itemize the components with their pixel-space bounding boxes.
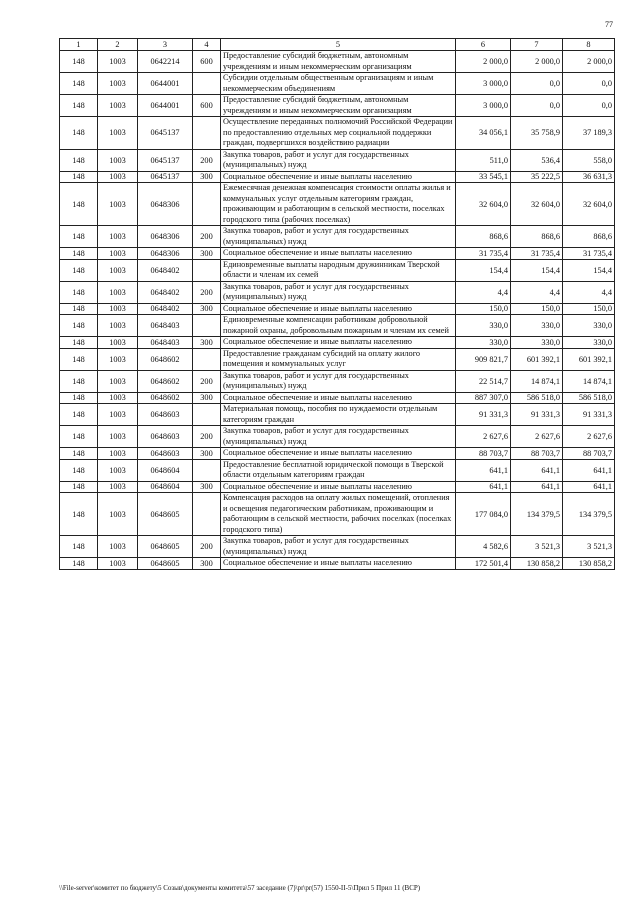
amount-year3-cell: 130 858,2 (563, 558, 615, 570)
amount-year1-cell: 31 735,4 (456, 248, 511, 260)
description-cell: Закупка товаров, работ и услуг для государственных (муниципальных) нужд (221, 426, 456, 448)
description-cell: Закупка товаров, работ и услуг для государственных (муниципальных) нужд (221, 281, 456, 303)
target-article-cell: 0648403 (138, 337, 193, 349)
budget-table (59, 38, 615, 570)
amount-year3-cell: 641,1 (563, 481, 615, 493)
amount-year3-cell: 0,0 (563, 73, 615, 95)
table-row (60, 117, 615, 150)
target-article-cell: 0645137 (138, 149, 193, 171)
amount-year2-cell: 91 331,3 (511, 404, 563, 426)
amount-year3-cell: 586 518,0 (563, 392, 615, 404)
expense-type-cell: 200 (193, 149, 221, 171)
section-code-cell: 1003 (98, 171, 138, 183)
table-row (60, 481, 615, 493)
amount-year2-cell: 868,6 (511, 226, 563, 248)
target-article-cell: 0648306 (138, 248, 193, 260)
target-article-cell: 0644001 (138, 73, 193, 95)
amount-year3-cell: 88 703,7 (563, 448, 615, 460)
description-cell: Предоставление субсидий бюджетным, автономным учреждениям и иным некоммерческим организациям (221, 95, 456, 117)
col-header-1: 1 (60, 39, 98, 51)
section-code-cell: 1003 (98, 459, 138, 481)
table-row (60, 370, 615, 392)
file-path-footer: \\File-server\комитет по бюджету\5 Созыв\документы комитета\57 заседание (7)\pr\pr(57) 1550-II-5\Прил 5 Прил 11 (ВСР) (59, 884, 421, 892)
target-article-cell: 0648306 (138, 226, 193, 248)
expense-type-cell (193, 117, 221, 150)
target-article-cell: 0648603 (138, 448, 193, 460)
admin-code-cell: 148 (60, 370, 98, 392)
admin-code-cell: 148 (60, 493, 98, 536)
expense-type-cell: 300 (193, 303, 221, 315)
table-row (60, 303, 615, 315)
description-cell: Материальная помощь, пособия по нуждаемости отдельным категориям граждан (221, 404, 456, 426)
admin-code-cell: 148 (60, 73, 98, 95)
table-row (60, 448, 615, 460)
admin-code-cell: 148 (60, 226, 98, 248)
section-code-cell: 1003 (98, 558, 138, 570)
expense-type-cell: 300 (193, 558, 221, 570)
amount-year2-cell: 31 735,4 (511, 248, 563, 260)
amount-year2-cell: 154,4 (511, 259, 563, 281)
description-cell: Закупка товаров, работ и услуг для государственных (муниципальных) нужд (221, 370, 456, 392)
section-code-cell: 1003 (98, 281, 138, 303)
description-cell: Предоставление гражданам субсидий на оплату жилого помещения и коммунальных услуг (221, 348, 456, 370)
amount-year1-cell: 887 307,0 (456, 392, 511, 404)
amount-year1-cell: 2 627,6 (456, 426, 511, 448)
amount-year2-cell: 35 222,5 (511, 171, 563, 183)
amount-year3-cell: 154,4 (563, 259, 615, 281)
description-cell: Социальное обеспечение и иные выплаты населению (221, 337, 456, 349)
target-article-cell: 0648403 (138, 315, 193, 337)
amount-year2-cell: 641,1 (511, 481, 563, 493)
section-code-cell: 1003 (98, 392, 138, 404)
col-header-8: 8 (563, 39, 615, 51)
col-header-3: 3 (138, 39, 193, 51)
table-row (60, 392, 615, 404)
amount-year2-cell: 601 392,1 (511, 348, 563, 370)
target-article-cell: 0648402 (138, 259, 193, 281)
table-row (60, 337, 615, 349)
amount-year3-cell: 32 604,0 (563, 183, 615, 226)
section-code-cell: 1003 (98, 51, 138, 73)
amount-year2-cell: 0,0 (511, 73, 563, 95)
amount-year1-cell: 32 604,0 (456, 183, 511, 226)
table-row (60, 426, 615, 448)
description-cell: Единовременные выплаты народным дружинникам Тверской области и членам их семей (221, 259, 456, 281)
admin-code-cell: 148 (60, 315, 98, 337)
expense-type-cell: 600 (193, 51, 221, 73)
admin-code-cell: 148 (60, 281, 98, 303)
amount-year1-cell: 4,4 (456, 281, 511, 303)
header-row (60, 39, 615, 51)
amount-year1-cell: 22 514,7 (456, 370, 511, 392)
section-code-cell: 1003 (98, 95, 138, 117)
amount-year3-cell: 641,1 (563, 459, 615, 481)
expense-type-cell: 300 (193, 171, 221, 183)
target-article-cell: 0645137 (138, 171, 193, 183)
expense-type-cell (193, 315, 221, 337)
admin-code-cell: 148 (60, 348, 98, 370)
expense-type-cell: 200 (193, 426, 221, 448)
target-article-cell: 0648602 (138, 370, 193, 392)
description-cell: Социальное обеспечение и иные выплаты населению (221, 171, 456, 183)
amount-year1-cell: 909 821,7 (456, 348, 511, 370)
amount-year3-cell: 3 521,3 (563, 536, 615, 558)
col-header-5: 5 (221, 39, 456, 51)
description-cell: Закупка товаров, работ и услуг для государственных (муниципальных) нужд (221, 149, 456, 171)
section-code-cell: 1003 (98, 370, 138, 392)
section-code-cell: 1003 (98, 117, 138, 150)
amount-year1-cell: 641,1 (456, 459, 511, 481)
target-article-cell: 0648402 (138, 303, 193, 315)
target-article-cell: 0648605 (138, 558, 193, 570)
amount-year3-cell: 134 379,5 (563, 493, 615, 536)
admin-code-cell: 148 (60, 248, 98, 260)
description-cell: Компенсация расходов на оплату жилых помещений, отопления и освещения педагогическим работникам, проживающим и работающим в сельской местности, рабочих поселках (поселках городского типа) (221, 493, 456, 536)
expense-type-cell (193, 183, 221, 226)
amount-year2-cell: 134 379,5 (511, 493, 563, 536)
amount-year3-cell: 31 735,4 (563, 248, 615, 260)
table-row (60, 315, 615, 337)
target-article-cell: 0648605 (138, 536, 193, 558)
expense-type-cell: 300 (193, 448, 221, 460)
target-article-cell: 0648604 (138, 481, 193, 493)
section-code-cell: 1003 (98, 73, 138, 95)
amount-year2-cell: 536,4 (511, 149, 563, 171)
expense-type-cell: 200 (193, 370, 221, 392)
section-code-cell: 1003 (98, 448, 138, 460)
admin-code-cell: 148 (60, 183, 98, 226)
target-article-cell: 0648603 (138, 404, 193, 426)
expense-type-cell: 200 (193, 226, 221, 248)
amount-year1-cell: 868,6 (456, 226, 511, 248)
target-article-cell: 0648402 (138, 281, 193, 303)
description-cell: Осуществление переданных полномочий Российской Федерации по предоставлению отдельных мер социальной поддержки граждан, подвергшихся воздействию радиации (221, 117, 456, 150)
amount-year3-cell: 14 874,1 (563, 370, 615, 392)
table-row (60, 183, 615, 226)
expense-type-cell (193, 493, 221, 536)
description-cell: Субсидии отдельным общественным организациям и иным некоммерческим объединениям (221, 73, 456, 95)
amount-year2-cell: 0,0 (511, 95, 563, 117)
table-row (60, 171, 615, 183)
amount-year3-cell: 2 000,0 (563, 51, 615, 73)
amount-year2-cell: 330,0 (511, 337, 563, 349)
admin-code-cell: 148 (60, 95, 98, 117)
amount-year2-cell: 586 518,0 (511, 392, 563, 404)
description-cell: Социальное обеспечение и иные выплаты населению (221, 481, 456, 493)
description-cell: Предоставление субсидий бюджетным, автономным учреждениям и иным некоммерческим организациям (221, 51, 456, 73)
section-code-cell: 1003 (98, 481, 138, 493)
description-cell: Социальное обеспечение и иные выплаты населению (221, 303, 456, 315)
amount-year1-cell: 330,0 (456, 337, 511, 349)
description-cell: Предоставление бесплатной юридической помощи в Тверской области отдельным категориям граждан (221, 459, 456, 481)
description-cell: Ежемесячная денежная компенсация стоимости оплаты жилья и коммунальных услуг отдельным категориям граждан, проживающим и работающим в сельской местности, поселках городского типа (рабочих поселках) (221, 183, 456, 226)
amount-year2-cell: 2 000,0 (511, 51, 563, 73)
admin-code-cell: 148 (60, 117, 98, 150)
admin-code-cell: 148 (60, 392, 98, 404)
table-row (60, 536, 615, 558)
amount-year2-cell: 130 858,2 (511, 558, 563, 570)
description-cell: Закупка товаров, работ и услуг для государственных (муниципальных) нужд (221, 226, 456, 248)
amount-year3-cell: 0,0 (563, 95, 615, 117)
admin-code-cell: 148 (60, 536, 98, 558)
amount-year1-cell: 4 582,6 (456, 536, 511, 558)
admin-code-cell: 148 (60, 459, 98, 481)
section-code-cell: 1003 (98, 337, 138, 349)
amount-year2-cell: 4,4 (511, 281, 563, 303)
amount-year3-cell: 4,4 (563, 281, 615, 303)
amount-year3-cell: 558,0 (563, 149, 615, 171)
section-code-cell: 1003 (98, 149, 138, 171)
expense-type-cell: 300 (193, 481, 221, 493)
table-row (60, 348, 615, 370)
col-header-4: 4 (193, 39, 221, 51)
amount-year3-cell: 330,0 (563, 337, 615, 349)
admin-code-cell: 148 (60, 51, 98, 73)
amount-year2-cell: 32 604,0 (511, 183, 563, 226)
expense-type-cell: 200 (193, 536, 221, 558)
section-code-cell: 1003 (98, 404, 138, 426)
expense-type-cell: 200 (193, 281, 221, 303)
amount-year3-cell: 330,0 (563, 315, 615, 337)
table-row (60, 493, 615, 536)
amount-year1-cell: 177 084,0 (456, 493, 511, 536)
admin-code-cell: 148 (60, 259, 98, 281)
table-row (60, 51, 615, 73)
description-cell: Социальное обеспечение и иные выплаты населению (221, 392, 456, 404)
table-row (60, 281, 615, 303)
target-article-cell: 0645137 (138, 117, 193, 150)
target-article-cell: 0642214 (138, 51, 193, 73)
amount-year1-cell: 172 501,4 (456, 558, 511, 570)
section-code-cell: 1003 (98, 426, 138, 448)
page-number: 77 (605, 20, 613, 29)
amount-year3-cell: 150,0 (563, 303, 615, 315)
amount-year2-cell: 35 758,9 (511, 117, 563, 150)
table-row (60, 259, 615, 281)
description-cell: Социальное обеспечение и иные выплаты населению (221, 248, 456, 260)
amount-year2-cell: 3 521,3 (511, 536, 563, 558)
amount-year2-cell: 641,1 (511, 459, 563, 481)
amount-year2-cell: 330,0 (511, 315, 563, 337)
expense-type-cell: 300 (193, 392, 221, 404)
table-row (60, 248, 615, 260)
description-cell: Единовременные компенсации работникам добровольной пожарной охраны, добровольным пожарным и членам их семей (221, 315, 456, 337)
expense-type-cell (193, 348, 221, 370)
section-code-cell: 1003 (98, 226, 138, 248)
admin-code-cell: 148 (60, 448, 98, 460)
expense-type-cell: 300 (193, 248, 221, 260)
col-header-2: 2 (98, 39, 138, 51)
section-code-cell: 1003 (98, 248, 138, 260)
amount-year1-cell: 150,0 (456, 303, 511, 315)
amount-year2-cell: 88 703,7 (511, 448, 563, 460)
amount-year1-cell: 34 056,1 (456, 117, 511, 150)
target-article-cell: 0648602 (138, 392, 193, 404)
amount-year1-cell: 154,4 (456, 259, 511, 281)
amount-year1-cell: 3 000,0 (456, 95, 511, 117)
table-row (60, 149, 615, 171)
expense-type-cell (193, 404, 221, 426)
amount-year3-cell: 2 627,6 (563, 426, 615, 448)
admin-code-cell: 148 (60, 337, 98, 349)
description-cell: Закупка товаров, работ и услуг для государственных (муниципальных) нужд (221, 536, 456, 558)
amount-year1-cell: 330,0 (456, 315, 511, 337)
target-article-cell: 0648603 (138, 426, 193, 448)
table-row (60, 558, 615, 570)
expense-type-cell (193, 459, 221, 481)
admin-code-cell: 148 (60, 149, 98, 171)
amount-year1-cell: 88 703,7 (456, 448, 511, 460)
amount-year3-cell: 36 631,3 (563, 171, 615, 183)
admin-code-cell: 148 (60, 303, 98, 315)
table-row (60, 95, 615, 117)
expense-type-cell: 600 (193, 95, 221, 117)
target-article-cell: 0648602 (138, 348, 193, 370)
expense-type-cell: 300 (193, 337, 221, 349)
table-row (60, 226, 615, 248)
amount-year3-cell: 868,6 (563, 226, 615, 248)
amount-year3-cell: 601 392,1 (563, 348, 615, 370)
target-article-cell: 0648605 (138, 493, 193, 536)
amount-year1-cell: 2 000,0 (456, 51, 511, 73)
table-row (60, 73, 615, 95)
admin-code-cell: 148 (60, 171, 98, 183)
admin-code-cell: 148 (60, 404, 98, 426)
expense-type-cell (193, 73, 221, 95)
amount-year2-cell: 150,0 (511, 303, 563, 315)
col-header-7: 7 (511, 39, 563, 51)
amount-year2-cell: 2 627,6 (511, 426, 563, 448)
table-row (60, 404, 615, 426)
section-code-cell: 1003 (98, 348, 138, 370)
expense-type-cell (193, 259, 221, 281)
section-code-cell: 1003 (98, 183, 138, 226)
amount-year3-cell: 91 331,3 (563, 404, 615, 426)
description-cell: Социальное обеспечение и иные выплаты населению (221, 558, 456, 570)
section-code-cell: 1003 (98, 303, 138, 315)
target-article-cell: 0648604 (138, 459, 193, 481)
description-cell: Социальное обеспечение и иные выплаты населению (221, 448, 456, 460)
amount-year1-cell: 511,0 (456, 149, 511, 171)
amount-year1-cell: 91 331,3 (456, 404, 511, 426)
amount-year1-cell: 641,1 (456, 481, 511, 493)
section-code-cell: 1003 (98, 493, 138, 536)
section-code-cell: 1003 (98, 315, 138, 337)
amount-year2-cell: 14 874,1 (511, 370, 563, 392)
admin-code-cell: 148 (60, 481, 98, 493)
target-article-cell: 0648306 (138, 183, 193, 226)
table-row (60, 459, 615, 481)
admin-code-cell: 148 (60, 426, 98, 448)
col-header-6: 6 (456, 39, 511, 51)
admin-code-cell: 148 (60, 558, 98, 570)
section-code-cell: 1003 (98, 259, 138, 281)
amount-year1-cell: 3 000,0 (456, 73, 511, 95)
amount-year1-cell: 33 545,1 (456, 171, 511, 183)
section-code-cell: 1003 (98, 536, 138, 558)
amount-year3-cell: 37 189,3 (563, 117, 615, 150)
target-article-cell: 0644001 (138, 95, 193, 117)
